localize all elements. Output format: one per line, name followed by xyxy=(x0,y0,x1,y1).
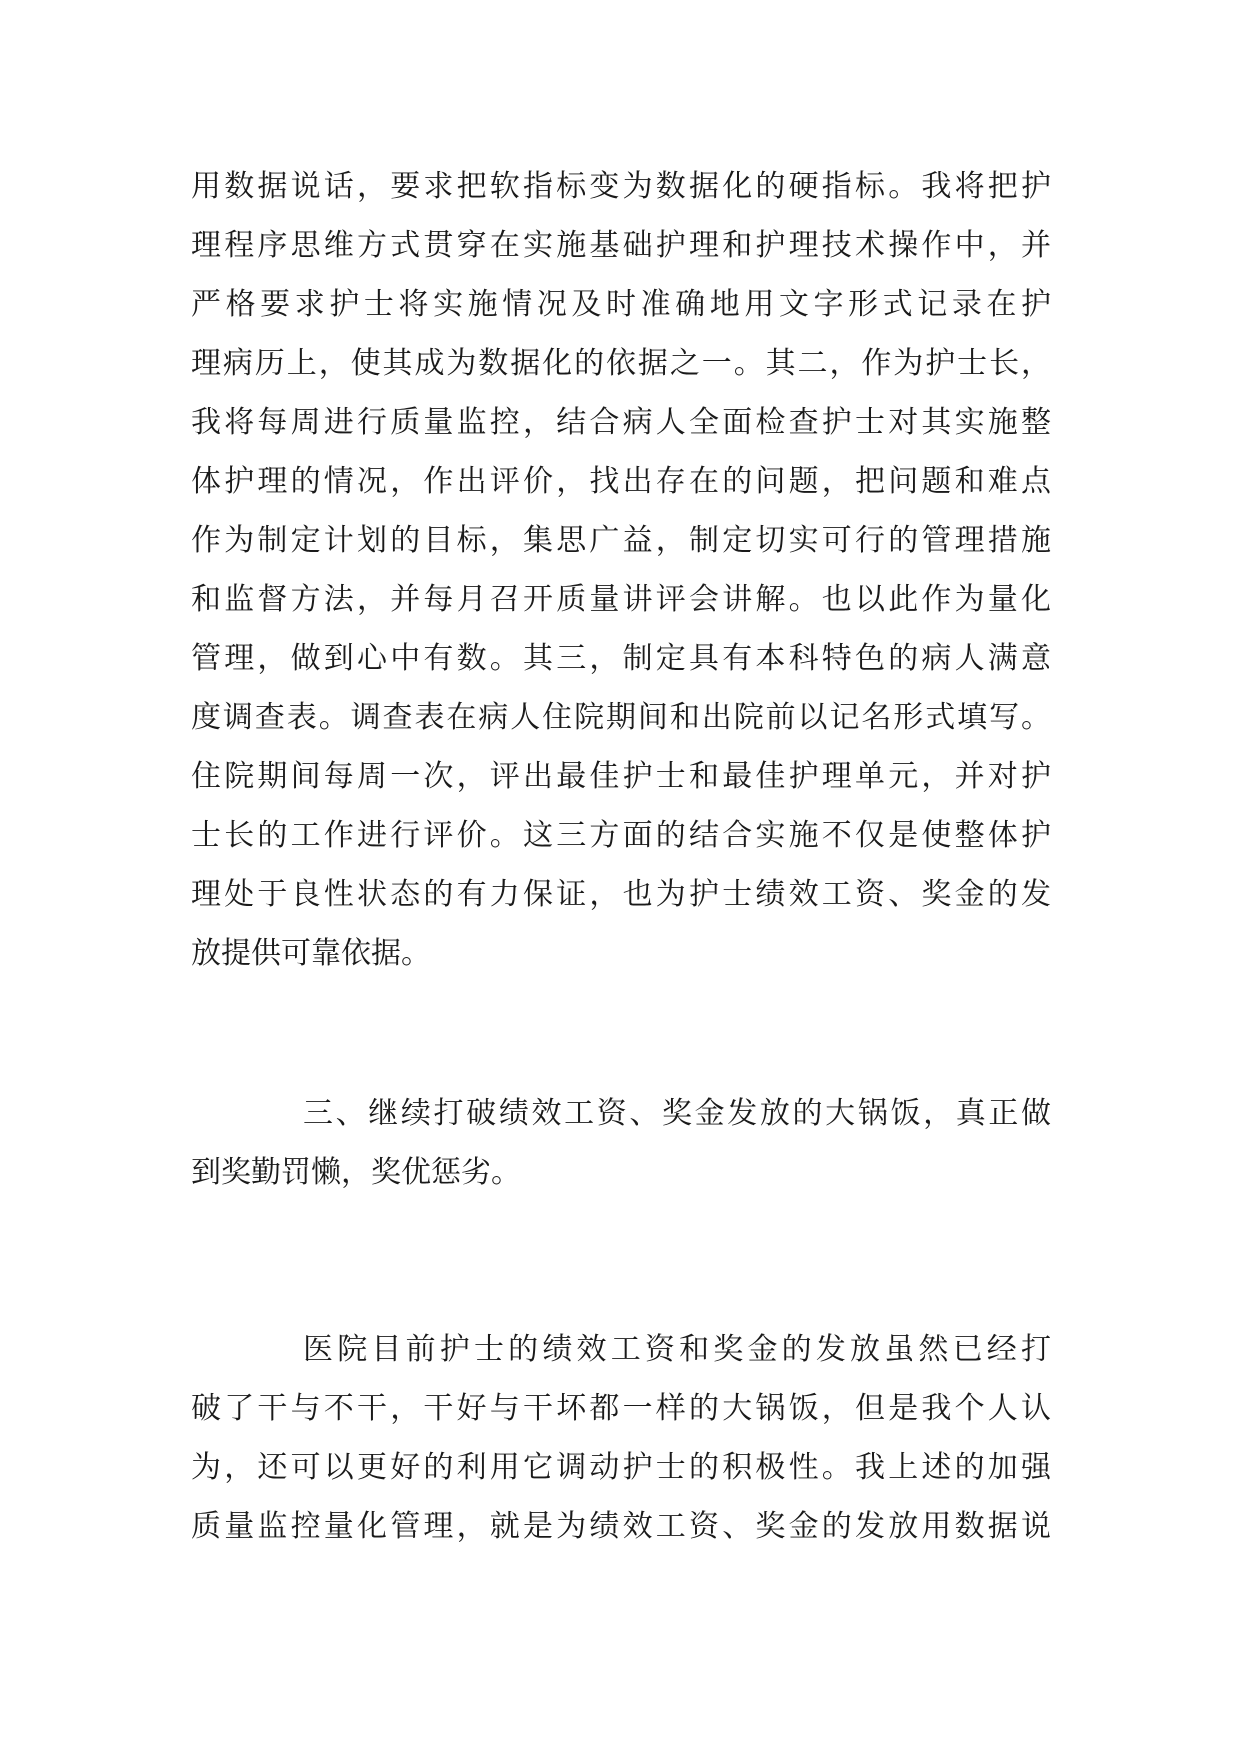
text-line: 破了干与不干，干好与干坏都一样的大锅饭，但是我个人认 xyxy=(191,1391,1051,1426)
section-heading-3 xyxy=(191,1084,1051,1202)
text-line: 住院期间每周一次，评出最佳护士和最佳护理单元，并对护 xyxy=(191,759,1051,794)
heading-line: 到奖勤罚懒，奖优惩劣。 xyxy=(191,1155,521,1190)
text-line: 质量监控量化管理，就是为绩效工资、奖金的发放用数据说 xyxy=(191,1509,1051,1544)
text-line: 士长的工作进行评价。这三方面的结合实施不仅是使整体护 xyxy=(191,818,1051,853)
body-paragraph-2 xyxy=(191,1320,1051,1556)
heading-line: 三、继续打破绩效工资、奖金发放的大锅饭，真正做 xyxy=(303,1096,1051,1131)
text-line: 为，还可以更好的利用它调动护士的积极性。我上述的加强 xyxy=(191,1450,1051,1485)
text-line: 管理，做到心中有数。其三，制定具有本科特色的病人满意 xyxy=(191,641,1051,676)
text-line: 度调查表。调查表在病人住院期间和出院前以记名形式填写。 xyxy=(191,700,1051,735)
text-line: 我将每周进行质量监控，结合病人全面检查护士对其实施整 xyxy=(191,405,1051,440)
text-line: 理处于良性状态的有力保证，也为护士绩效工资、奖金的发 xyxy=(191,877,1051,912)
text-line: 理病历上，使其成为数据化的依据之一。其二，作为护士长， xyxy=(191,346,1051,381)
text-line: 和监督方法，并每月召开质量讲评会讲解。也以此作为量化 xyxy=(191,582,1051,617)
text-line: 作为制定计划的目标，集思广益，制定切实可行的管理措施 xyxy=(191,523,1051,558)
text-line: 医院目前护士的绩效工资和奖金的发放虽然已经打 xyxy=(303,1332,1051,1367)
text-line: 用数据说话，要求把软指标变为数据化的硬指标。我将把护 xyxy=(191,169,1051,204)
body-paragraph-1 xyxy=(191,157,1051,983)
text-line: 严格要求护士将实施情况及时准确地用文字形式记录在护 xyxy=(191,287,1051,322)
text-line: 放提供可靠依据。 xyxy=(191,936,431,971)
text-line: 体护理的情况，作出评价，找出存在的问题，把问题和难点 xyxy=(191,464,1051,499)
text-line: 理程序思维方式贯穿在实施基础护理和护理技术操作中，并 xyxy=(191,228,1051,263)
